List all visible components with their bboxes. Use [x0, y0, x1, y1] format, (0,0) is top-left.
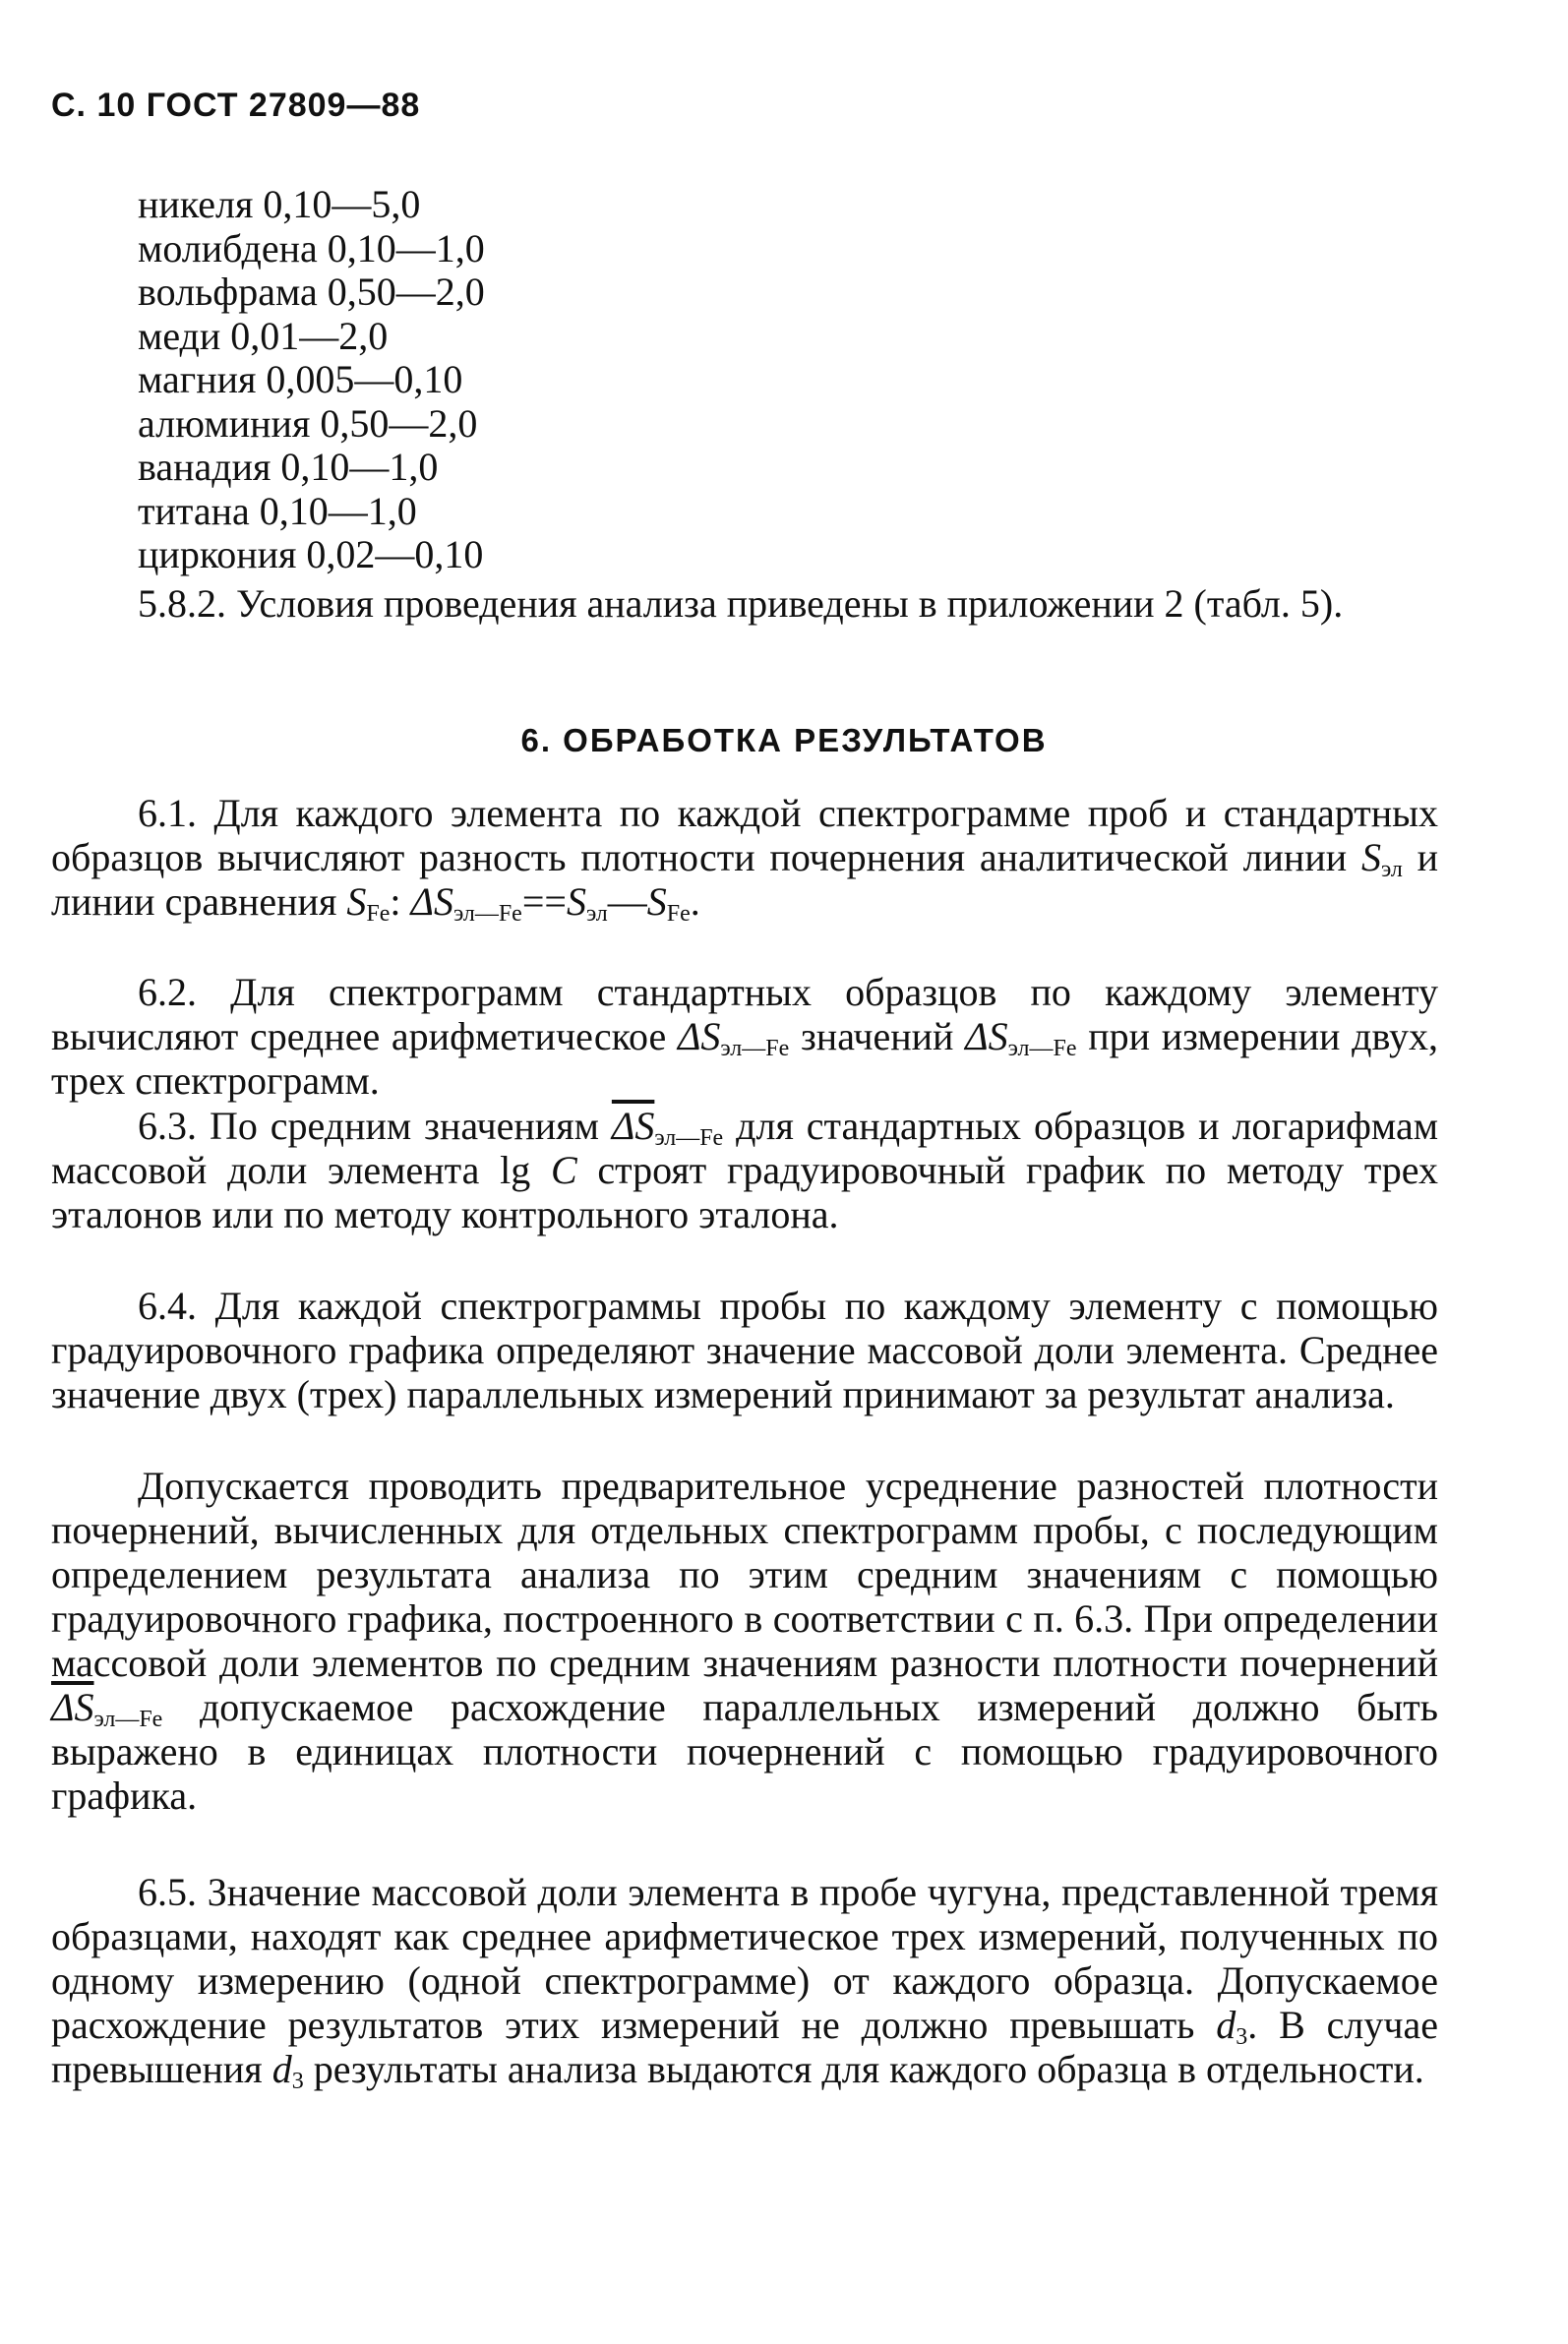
paragraph-6-2: 6.2. Для спектрограмм стандартных образцов по каждому элементу вычисляют среднее арифметическое $\Delta S_{эл—Fe}$ значений $\Delta S_{эл—Fe}$ при измерении двух, трех спектрограмм. — [51, 970, 1438, 1103]
list-item: алюминия 0,50—2,0 — [138, 400, 478, 446]
paragraph-6-3: 6.3. По средним значениям $\overline{\Delta S}_{эл—Fe}$ для стандартных образцов и логарифмам массовой доли элемента lg C строят градуировочный график по методу трех эталонов или по методу контрольного эталона. — [51, 1104, 1439, 1236]
paragraph-6-4: 6.4. Для каждой спектрограммы пробы по каждому элементу с помощью градуировочного графика определяют значение массовой доли элемента. Среднее значение двух (трех) параллельных измерений принимают за результат анализа. — [51, 1284, 1438, 1416]
section-title: 6. ОБРАБОТКА РЕЗУЛЬТАТОВ — [520, 722, 1048, 758]
paragraph-5-8-2: 5.8.2. Условия проведения анализа приведены в приложении 2 (табл. 5). — [138, 581, 1344, 626]
list-item: циркония 0,02—0,10 — [138, 532, 484, 576]
page-header: С. 10 ГОСТ 27809—88 — [51, 87, 421, 124]
paragraph-6-5: 6.5. Значение массовой доли элемента в пробе чугуна, представленной тремя образцами, находят как среднее арифметическое трех измерений, полученных по одному измерению (одной спектрограмме) от каждого образца. Допускаемое расхождение результатов этих измерений не должно превышать $d_3$. В случае превышения $d_3$ результаты анализа выдаются для каждого образца в отдельности. — [51, 1870, 1439, 2094]
list-item: молибдена 0,10—1,0 — [138, 225, 485, 270]
list-item: титана 0,10—1,0 — [138, 488, 417, 533]
paragraph-6-1: 6.1. Для каждого элемента по каждой спектрограмме проб и стандартных образцов вычисляют разность плотности почернения аналитической линии $S_{эл}$ и линии сравнения $S_{Fe}$: $\Delta S_{эл—Fe}==S_{эл}—S_{Fe}$. — [51, 791, 1438, 927]
list-item: вольфрама 0,50—2,0 — [138, 270, 485, 314]
paragraph-6-4-note: Допускается проводить предварительное усреднение разностей плотности почернений, вычисленных для отдельных спектрограмм пробы, с последующим определением результата анализа по этим средним значениям с помощью градуировочного графика, построенного в соответствии с п. 6.3. При определении массовой доли элементов по средним значениям разности плотности почернений $\overline{\Delta S}_{эл—Fe}$ допускаемое расхождение параллельных измерений должно быть выражено в единицах плотности почернений с помощью градуировочного графика. — [51, 1464, 1438, 1818]
list-item: никеля 0,10—5,0 — [138, 182, 421, 226]
list-item: меди 0,01—2,0 — [138, 313, 389, 358]
element-range-list — [138, 183, 485, 577]
list-item: ванадия 0,10—1,0 — [138, 445, 439, 489]
list-item: магния 0,005—0,10 — [138, 357, 463, 401]
